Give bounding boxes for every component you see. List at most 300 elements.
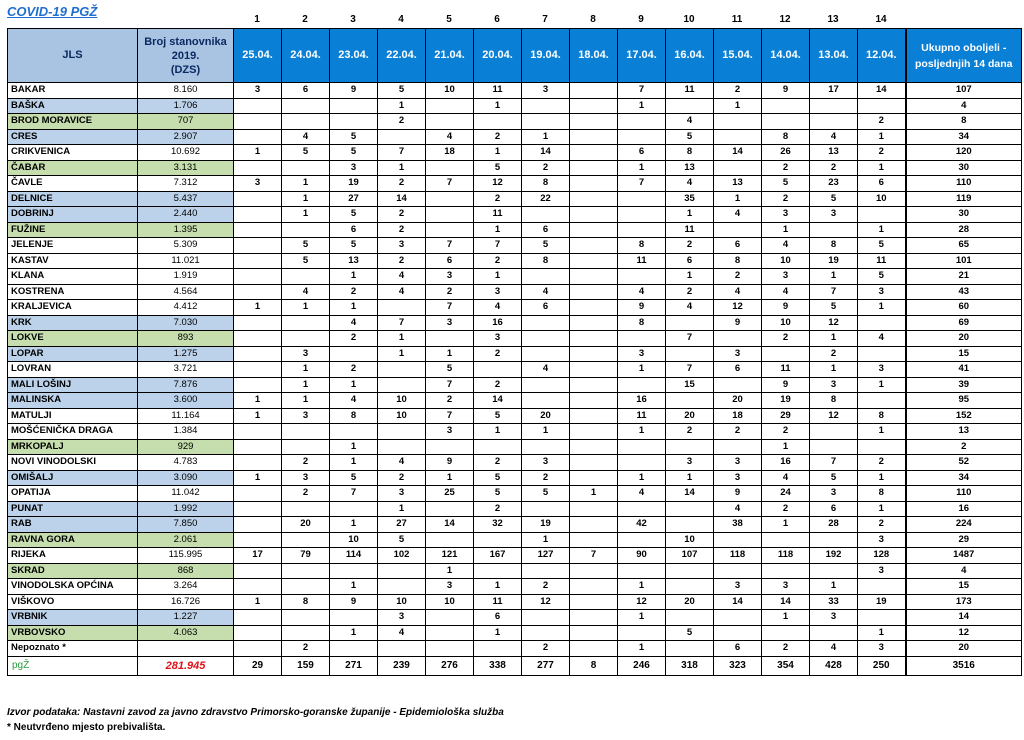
case-count-cell: 38	[714, 517, 762, 533]
total-cell: 15	[906, 579, 1022, 595]
case-count-cell: 3	[282, 408, 330, 424]
case-count-cell: 4	[378, 455, 426, 471]
case-count-cell	[666, 393, 714, 409]
population-cell: 1.992	[138, 501, 234, 517]
case-count-cell: 8	[762, 129, 810, 145]
case-count-cell: 4	[810, 129, 858, 145]
population-cell: 5.309	[138, 238, 234, 254]
daily-total-cell: 428	[810, 656, 858, 675]
case-count-cell	[234, 424, 282, 440]
header-date: 19.04.	[522, 29, 570, 83]
population-cell	[138, 641, 234, 657]
case-count-cell	[714, 331, 762, 347]
case-count-cell	[234, 98, 282, 114]
case-count-cell	[570, 176, 618, 192]
total-cell: 65	[906, 238, 1022, 254]
case-count-cell: 5	[522, 238, 570, 254]
case-count-cell: 4	[618, 486, 666, 502]
municipality-name: PUNAT	[8, 501, 138, 517]
case-count-cell: 1	[858, 625, 906, 641]
total-cell: 110	[906, 486, 1022, 502]
case-count-cell: 7	[810, 455, 858, 471]
case-count-cell	[666, 346, 714, 362]
case-count-cell: 11	[474, 207, 522, 223]
case-count-cell	[522, 625, 570, 641]
summary-row	[8, 656, 1022, 675]
case-count-cell	[570, 207, 618, 223]
case-count-cell: 107	[666, 548, 714, 564]
case-count-cell	[234, 610, 282, 626]
case-count-cell: 2	[378, 114, 426, 130]
total-cell: 16	[906, 501, 1022, 517]
case-count-cell	[234, 455, 282, 471]
case-count-cell: 1	[234, 594, 282, 610]
case-count-cell: 1	[330, 625, 378, 641]
total-cell: 13	[906, 424, 1022, 440]
case-count-cell	[714, 563, 762, 579]
case-count-cell: 2	[858, 517, 906, 533]
case-count-cell: 2	[378, 207, 426, 223]
case-count-cell: 1	[618, 424, 666, 440]
header-date: 23.04.	[330, 29, 378, 83]
case-count-cell: 3	[234, 176, 282, 192]
case-count-cell: 9	[762, 300, 810, 316]
total-cell: 95	[906, 393, 1022, 409]
case-count-cell	[570, 253, 618, 269]
municipality-name: FUŽINE	[8, 222, 138, 238]
case-count-cell: 14	[714, 594, 762, 610]
municipality-name: OMIŠALJ	[8, 470, 138, 486]
case-count-cell: 33	[810, 594, 858, 610]
case-count-cell	[618, 129, 666, 145]
case-count-cell: 4	[282, 129, 330, 145]
case-count-cell: 10	[330, 532, 378, 548]
case-count-cell: 5	[474, 160, 522, 176]
table-row	[8, 486, 1022, 502]
case-count-cell: 3	[858, 284, 906, 300]
case-count-cell	[666, 501, 714, 517]
case-count-cell: 4	[426, 129, 474, 145]
case-count-cell: 1	[426, 563, 474, 579]
table-row	[8, 129, 1022, 145]
case-count-cell: 167	[474, 548, 522, 564]
case-count-cell	[330, 610, 378, 626]
municipality-name: Nepoznato *	[8, 641, 138, 657]
case-count-cell: 3	[426, 579, 474, 595]
case-count-cell: 19	[522, 517, 570, 533]
case-count-cell	[234, 191, 282, 207]
total-cell: 34	[906, 470, 1022, 486]
table-row	[8, 439, 1022, 455]
case-count-cell: 3	[666, 455, 714, 471]
case-count-cell: 42	[618, 517, 666, 533]
case-count-cell: 14	[762, 594, 810, 610]
case-count-cell	[570, 331, 618, 347]
case-count-cell: 1	[762, 222, 810, 238]
municipality-name: LOVRAN	[8, 362, 138, 378]
case-count-cell: 4	[714, 284, 762, 300]
case-count-cell	[474, 362, 522, 378]
case-count-cell: 4	[714, 207, 762, 223]
case-count-cell	[714, 610, 762, 626]
case-count-cell	[282, 501, 330, 517]
page-title: COVID-19 PGŽ	[7, 4, 98, 19]
case-count-cell: 3	[378, 238, 426, 254]
case-count-cell	[810, 563, 858, 579]
total-cell: 60	[906, 300, 1022, 316]
case-count-cell: 5	[810, 300, 858, 316]
population-cell: 2.440	[138, 207, 234, 223]
case-count-cell	[570, 362, 618, 378]
case-count-cell: 1	[234, 300, 282, 316]
header-date: 14.04.	[762, 29, 810, 83]
case-count-cell: 5	[282, 253, 330, 269]
case-count-cell: 4	[378, 625, 426, 641]
case-count-cell: 1	[618, 579, 666, 595]
case-count-cell	[570, 501, 618, 517]
case-count-cell: 19	[810, 253, 858, 269]
case-count-cell: 19	[330, 176, 378, 192]
case-count-cell: 2	[522, 641, 570, 657]
municipality-name: LOKVE	[8, 331, 138, 347]
case-count-cell: 12	[810, 408, 858, 424]
case-count-cell: 2	[714, 83, 762, 99]
case-count-cell: 8	[810, 393, 858, 409]
case-count-cell: 4	[522, 362, 570, 378]
case-count-cell	[234, 315, 282, 331]
case-count-cell: 1	[618, 470, 666, 486]
case-count-cell: 8	[618, 238, 666, 254]
table-row	[8, 641, 1022, 657]
case-count-cell: 1	[234, 470, 282, 486]
case-count-cell	[234, 362, 282, 378]
case-count-cell: 3	[714, 579, 762, 595]
case-count-cell: 8	[714, 253, 762, 269]
population-cell: 115.995	[138, 548, 234, 564]
case-count-cell	[474, 114, 522, 130]
case-count-cell	[234, 625, 282, 641]
case-count-cell: 14	[858, 83, 906, 99]
day-number: 5	[446, 14, 452, 25]
case-count-cell: 1	[234, 408, 282, 424]
population-cell: 7.876	[138, 377, 234, 393]
table-row	[8, 532, 1022, 548]
case-count-cell: 1	[330, 455, 378, 471]
day-number: 12	[779, 14, 791, 25]
case-count-cell: 8	[618, 315, 666, 331]
case-count-cell: 9	[762, 377, 810, 393]
case-count-cell	[234, 517, 282, 533]
population-cell: 4.783	[138, 455, 234, 471]
case-count-cell: 7	[378, 315, 426, 331]
total-cell: 39	[906, 377, 1022, 393]
case-count-cell	[234, 284, 282, 300]
case-count-cell	[810, 114, 858, 130]
case-count-cell: 2	[762, 641, 810, 657]
day-number: 8	[590, 14, 596, 25]
case-count-cell: 16	[618, 393, 666, 409]
case-count-cell: 5	[474, 470, 522, 486]
case-count-cell: 7	[330, 486, 378, 502]
case-count-cell	[426, 439, 474, 455]
day-number: 2	[302, 14, 308, 25]
case-count-cell: 1	[330, 269, 378, 285]
case-count-cell: 3	[426, 315, 474, 331]
case-count-cell: 1	[618, 98, 666, 114]
case-count-cell	[234, 377, 282, 393]
case-count-cell	[234, 641, 282, 657]
case-count-cell: 4	[762, 284, 810, 300]
unknown-footnote: * Neutvrđeno mjesto prebivališta.	[7, 722, 166, 733]
case-count-cell: 4	[762, 238, 810, 254]
case-count-cell	[330, 501, 378, 517]
case-count-cell	[858, 579, 906, 595]
case-count-cell: 3	[714, 470, 762, 486]
case-count-cell: 10	[426, 83, 474, 99]
population-cell: 1.919	[138, 269, 234, 285]
municipality-name: MRKOPALJ	[8, 439, 138, 455]
case-count-cell	[714, 625, 762, 641]
total-cell: 101	[906, 253, 1022, 269]
case-count-cell: 27	[378, 517, 426, 533]
case-count-cell: 1	[522, 532, 570, 548]
municipality-name: JELENJE	[8, 238, 138, 254]
total-cell: 30	[906, 207, 1022, 223]
case-count-cell	[234, 207, 282, 223]
case-count-cell: 1	[810, 269, 858, 285]
day-number: 13	[827, 14, 839, 25]
case-count-cell: 2	[762, 160, 810, 176]
case-count-cell: 10	[762, 315, 810, 331]
case-count-cell: 9	[762, 83, 810, 99]
case-count-cell	[234, 160, 282, 176]
case-count-cell	[858, 98, 906, 114]
case-count-cell	[570, 315, 618, 331]
case-count-cell: 4	[330, 315, 378, 331]
case-count-cell: 35	[666, 191, 714, 207]
case-count-cell	[858, 393, 906, 409]
case-count-cell: 1	[282, 191, 330, 207]
case-count-cell	[666, 439, 714, 455]
case-count-cell: 12	[618, 594, 666, 610]
table-row	[8, 114, 1022, 130]
case-count-cell	[378, 439, 426, 455]
case-count-cell: 1	[810, 362, 858, 378]
case-count-cell: 7	[426, 176, 474, 192]
case-count-cell: 3	[522, 83, 570, 99]
case-count-cell: 5	[522, 486, 570, 502]
case-count-cell: 17	[234, 548, 282, 564]
case-count-cell: 14	[666, 486, 714, 502]
table-row	[8, 610, 1022, 626]
case-count-cell: 4	[522, 284, 570, 300]
case-count-cell	[522, 315, 570, 331]
case-count-cell: 5	[330, 470, 378, 486]
case-count-cell	[570, 377, 618, 393]
case-count-cell: 1	[282, 207, 330, 223]
header-jls: JLS	[8, 29, 138, 83]
case-count-cell: 12	[810, 315, 858, 331]
case-count-cell: 5	[378, 532, 426, 548]
case-count-cell: 8	[522, 176, 570, 192]
case-count-cell: 3	[810, 610, 858, 626]
total-cell: 12	[906, 625, 1022, 641]
case-count-cell	[282, 563, 330, 579]
case-count-cell: 1	[426, 346, 474, 362]
case-count-cell	[330, 346, 378, 362]
case-count-cell: 14	[522, 145, 570, 161]
total-cell: 224	[906, 517, 1022, 533]
case-count-cell: 24	[762, 486, 810, 502]
population-cell: 7.850	[138, 517, 234, 533]
total-cell: 8	[906, 114, 1022, 130]
case-count-cell: 4	[618, 284, 666, 300]
case-count-cell: 79	[282, 548, 330, 564]
case-count-cell: 4	[666, 114, 714, 130]
case-count-cell: 2	[330, 284, 378, 300]
case-count-cell: 114	[330, 548, 378, 564]
case-count-cell: 1	[378, 160, 426, 176]
total-cell: 41	[906, 362, 1022, 378]
case-count-cell: 2	[762, 191, 810, 207]
case-count-cell: 1	[378, 98, 426, 114]
municipality-name: RAB	[8, 517, 138, 533]
total-cell: 20	[906, 331, 1022, 347]
case-count-cell: 15	[666, 377, 714, 393]
table-row	[8, 176, 1022, 192]
case-count-cell: 6	[666, 253, 714, 269]
case-count-cell: 14	[378, 191, 426, 207]
case-count-cell	[618, 532, 666, 548]
case-count-cell: 10	[858, 191, 906, 207]
case-count-cell: 5	[474, 486, 522, 502]
case-count-cell	[234, 563, 282, 579]
case-count-cell: 5	[330, 207, 378, 223]
case-count-cell	[714, 532, 762, 548]
case-count-cell: 4	[474, 300, 522, 316]
case-count-cell: 23	[810, 176, 858, 192]
case-count-cell	[570, 594, 618, 610]
case-count-cell	[858, 346, 906, 362]
case-count-cell	[570, 470, 618, 486]
case-count-cell: 9	[330, 594, 378, 610]
table-row	[8, 191, 1022, 207]
case-count-cell: 5	[378, 83, 426, 99]
total-cell: 110	[906, 176, 1022, 192]
case-count-cell: 1	[378, 501, 426, 517]
table-row	[8, 393, 1022, 409]
population-cell: 4.564	[138, 284, 234, 300]
case-count-cell: 118	[762, 548, 810, 564]
case-count-cell: 9	[714, 315, 762, 331]
daily-total-cell: 276	[426, 656, 474, 675]
case-count-cell	[618, 439, 666, 455]
case-count-cell: 6	[282, 83, 330, 99]
case-count-cell	[570, 83, 618, 99]
header-population: Broj stanovnika 2019. (DZS)	[138, 29, 234, 83]
header-date: 22.04.	[378, 29, 426, 83]
case-count-cell: 1	[618, 641, 666, 657]
case-count-cell: 1	[330, 517, 378, 533]
case-count-cell	[618, 222, 666, 238]
case-count-cell: 8	[810, 238, 858, 254]
case-count-cell: 121	[426, 548, 474, 564]
municipality-name: DOBRINJ	[8, 207, 138, 223]
case-count-cell: 1	[714, 191, 762, 207]
case-count-cell: 2	[474, 253, 522, 269]
table-row	[8, 98, 1022, 114]
case-count-cell	[858, 207, 906, 223]
case-count-cell	[234, 238, 282, 254]
case-count-cell	[426, 222, 474, 238]
population-cell: 11.042	[138, 486, 234, 502]
case-count-cell: 2	[522, 579, 570, 595]
table-row	[8, 362, 1022, 378]
case-count-cell: 14	[474, 393, 522, 409]
population-cell: 7.030	[138, 315, 234, 331]
case-count-cell: 9	[330, 83, 378, 99]
header-date: 24.04.	[282, 29, 330, 83]
daily-total-cell: 250	[858, 656, 906, 675]
case-count-cell: 1	[234, 145, 282, 161]
case-count-cell: 1	[474, 579, 522, 595]
case-count-cell: 4	[762, 470, 810, 486]
case-count-cell	[426, 191, 474, 207]
case-count-cell: 3	[858, 532, 906, 548]
daily-total-cell: 338	[474, 656, 522, 675]
population-cell: 707	[138, 114, 234, 130]
case-count-cell	[714, 222, 762, 238]
case-count-cell	[378, 641, 426, 657]
case-count-cell: 10	[378, 408, 426, 424]
case-count-cell	[522, 114, 570, 130]
case-count-cell	[714, 160, 762, 176]
case-count-cell	[570, 191, 618, 207]
case-count-cell: 192	[810, 548, 858, 564]
case-count-cell: 1	[474, 98, 522, 114]
population-cell: 868	[138, 563, 234, 579]
case-count-cell	[426, 501, 474, 517]
case-count-cell: 1	[858, 222, 906, 238]
population-cell: 11.164	[138, 408, 234, 424]
case-count-cell	[570, 532, 618, 548]
case-count-cell	[234, 331, 282, 347]
case-count-cell: 10	[378, 594, 426, 610]
daily-total-cell: 8	[570, 656, 618, 675]
total-cell: 152	[906, 408, 1022, 424]
case-count-cell	[378, 300, 426, 316]
municipality-name: ČAVLE	[8, 176, 138, 192]
case-count-cell: 8	[858, 408, 906, 424]
municipality-name: BAKAR	[8, 83, 138, 99]
case-count-cell	[810, 625, 858, 641]
population-cell: 1.395	[138, 222, 234, 238]
case-count-cell: 1	[330, 377, 378, 393]
case-count-cell	[378, 129, 426, 145]
case-count-cell: 1	[666, 269, 714, 285]
case-count-cell: 1	[570, 486, 618, 502]
table-row	[8, 284, 1022, 300]
header-date: 20.04.	[474, 29, 522, 83]
total-cell: 34	[906, 129, 1022, 145]
case-count-cell: 7	[426, 377, 474, 393]
daily-total-cell: 354	[762, 656, 810, 675]
total-cell: 28	[906, 222, 1022, 238]
case-count-cell: 2	[378, 176, 426, 192]
case-count-cell: 5	[666, 129, 714, 145]
table-row	[8, 470, 1022, 486]
case-count-cell: 1	[858, 470, 906, 486]
